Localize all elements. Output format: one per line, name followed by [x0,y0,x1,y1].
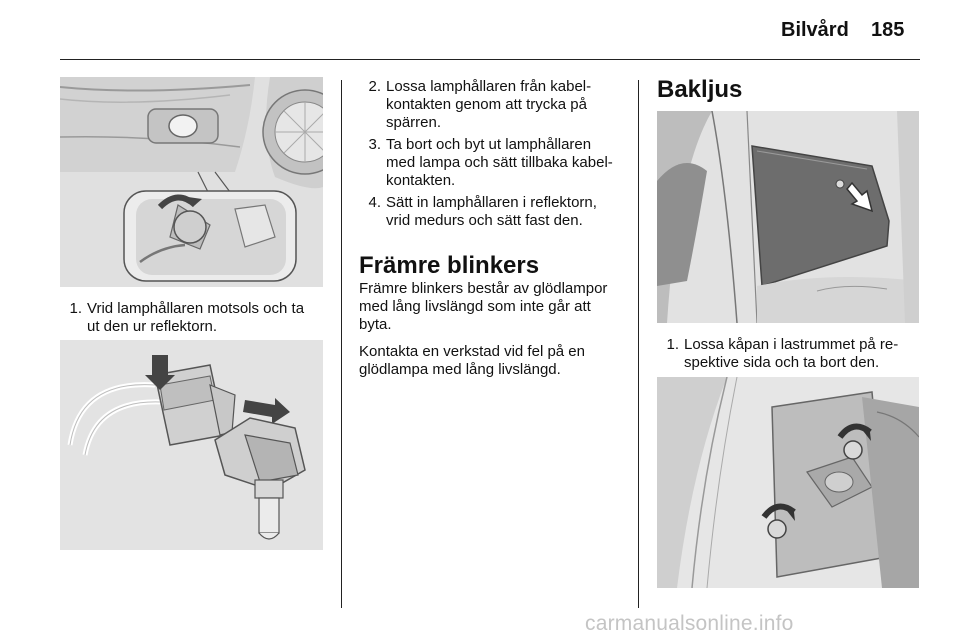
step-text [684,336,898,372]
step-number: 1. [666,336,679,353]
step-line: Lossa lamphållaren från kabel- [386,78,592,95]
step-line: Vrid lamphållaren motsols och ta [87,300,305,317]
step-line: kontakten genom att trycka på [386,96,587,113]
heading-front-indicators: Främre blinkers [359,252,540,279]
step-line: Ta bort och byt ut lamphållaren [386,136,592,153]
step-text [87,300,304,336]
step-line: Lossa kåpan i lastrummet på re- [684,336,899,353]
paragraph-line: byta. [359,316,392,333]
step-line: med lampa och sätt tillbaka kabel- [386,154,613,171]
step-text [386,78,591,132]
step-text [386,136,613,190]
paragraph-line: Främre blinkers består av glödlampor [359,280,608,297]
column-divider-2 [638,80,639,608]
column-divider-1 [341,80,342,608]
step-line: vrid medurs och sätt fast den. [386,212,583,229]
heading-tail-lights: Bakljus [657,76,743,103]
step-line: spektive sida och ta bort den. [684,354,880,371]
step-number: 3. [368,136,381,153]
step-line: ut den ur reflektorn. [87,318,218,335]
step-number: 1. [69,300,82,317]
watermark: carmanualsonline.info [585,612,794,635]
section-title: Bilvård [781,19,849,41]
header-rule [60,59,920,60]
paragraph-workshop [359,343,585,379]
paragraph-line: med lång livslängd som inte går att [359,298,591,315]
step-number: 2. [368,78,381,95]
trunk-cover-illustration [657,111,919,323]
paragraph-line: glödlampa med lång livslängd. [359,361,561,378]
step-line: kontakten. [386,172,456,189]
step-line: spärren. [386,114,442,131]
step-text [386,194,597,230]
paragraph-line: Kontakta en verkstad vid fel på en [359,343,585,360]
paragraph-front-indicators [359,280,607,334]
step-number: 4. [368,194,381,211]
page-number: 185 [871,19,905,41]
bulb-holder-illustration [60,340,323,550]
tail-light-screws-illustration [657,377,919,588]
fog-lamp-illustration [60,77,323,287]
step-line: Sätt in lamphållaren i reflektorn, [386,194,597,211]
